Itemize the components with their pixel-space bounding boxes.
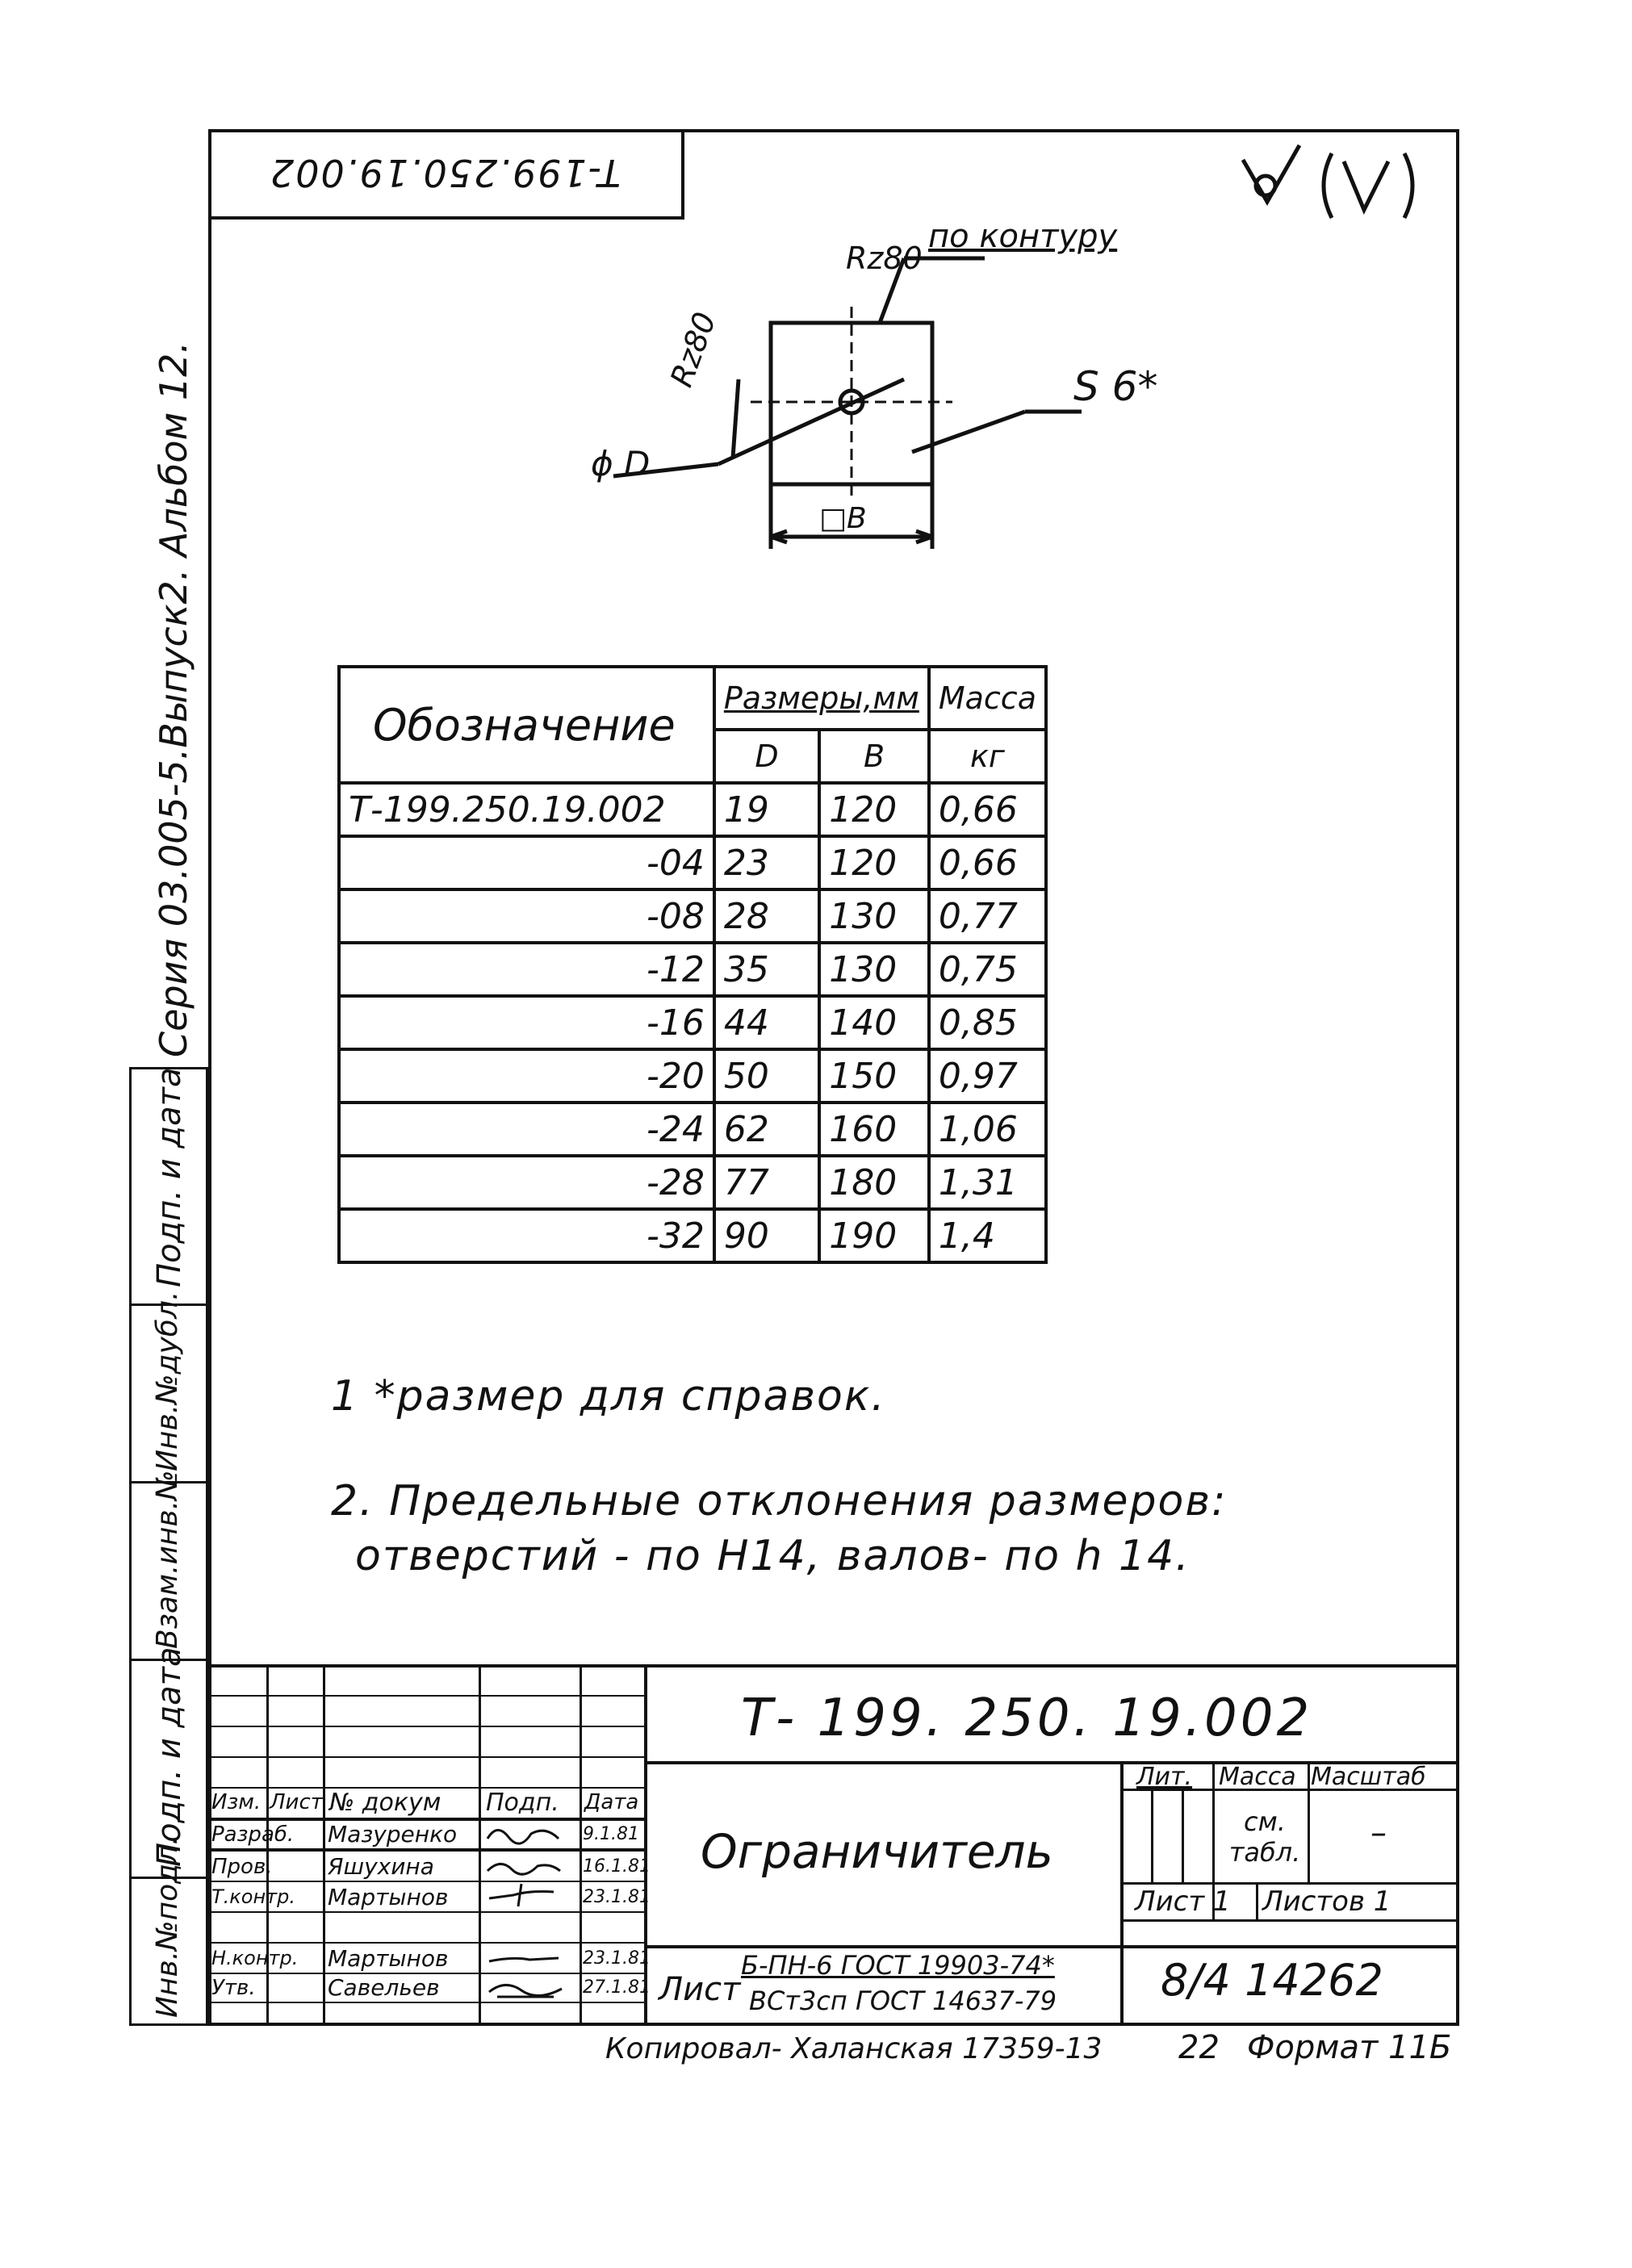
name-norm-control: Мартынов [328, 1945, 449, 1972]
row-d: 28 [714, 889, 819, 943]
name-checker: Яшухина [328, 1853, 434, 1880]
table-row [339, 889, 1046, 943]
page-number: 22 [1178, 2029, 1220, 2066]
row-d: 90 [714, 1209, 819, 1262]
side-label-sign-date-2: Подп. и дата [151, 1647, 188, 1867]
mass-value: см. табл. [1228, 1806, 1301, 1868]
header-date: Дата [584, 1790, 639, 1814]
material-prefix: Лист [659, 1971, 741, 2008]
row-b: 130 [819, 889, 929, 943]
row-mass: 0,97 [929, 1049, 1046, 1103]
signatures-column [481, 1818, 580, 2003]
header-sizes: Размеры,мм [714, 667, 929, 730]
copied-by: Копировал- Халанская 17359-13 [605, 2032, 1103, 2065]
table-row [339, 943, 1046, 996]
row-designation: -20 [339, 1049, 714, 1103]
header-kg: кг [929, 730, 1046, 783]
header-list: Лист [270, 1790, 323, 1814]
material-line-1: Б-ПН-6 ГОСТ 19903-74* [741, 1950, 1055, 1981]
note-2-line-2: отверстий - по Н14, валов- по h 14. [355, 1532, 1191, 1580]
archive-number: 8/4 14262 [1161, 1955, 1383, 2006]
row-designation: -08 [339, 889, 714, 943]
name-developer: Мазуренко [328, 1821, 458, 1847]
material-line-2: ВСт3сп ГОСТ 14637-79 [749, 1986, 1057, 2016]
table-row [339, 1209, 1046, 1262]
date-norm-control: 23.1.81 [583, 1948, 651, 1969]
side-label-replace-inv: Взам.инв.№ [151, 1470, 184, 1649]
sheets-label: Листов 1 [1262, 1885, 1391, 1918]
side-cell-3 [132, 1470, 206, 1659]
date-developer: 9.1.81 [583, 1824, 639, 1844]
row-b: 160 [819, 1103, 929, 1156]
row-mass: 0,77 [929, 889, 1046, 943]
dimensions-table [337, 665, 1048, 1264]
table-row [339, 1156, 1046, 1209]
header-izm: Изм. [211, 1790, 262, 1814]
row-mass: 1,4 [929, 1209, 1046, 1262]
row-b: 120 [819, 783, 929, 836]
name-tech-control: Мартынов [328, 1884, 449, 1910]
row-mass: 1,31 [929, 1156, 1046, 1209]
side-label-sign-date-1: Подп. и дата [151, 1067, 188, 1287]
header-d: D [714, 730, 819, 783]
row-b: 120 [819, 836, 929, 889]
roughness-left-label: Rz80 [663, 308, 723, 392]
roughness-top-label: Rz80 [846, 241, 923, 276]
series-text: Серия 03.005-5.Выпуск2. Альбом 12. [152, 341, 195, 1057]
row-d: 62 [714, 1103, 819, 1156]
thickness-label: S 6* [1073, 363, 1158, 410]
scale-label: Масштаб [1311, 1763, 1426, 1791]
row-d: 19 [714, 783, 819, 836]
side-cell-5 [132, 1835, 206, 2026]
table-row [339, 1103, 1046, 1156]
note-2-line-1: 2. Предельные отклонения размеров: [331, 1477, 1228, 1525]
row-mass: 0,85 [929, 996, 1046, 1049]
row-b: 150 [819, 1049, 929, 1103]
row-d: 23 [714, 836, 819, 889]
role-approved: Утв. [211, 1976, 256, 2000]
width-dimension-label: □B [819, 502, 867, 535]
row-mass: 0,66 [929, 836, 1046, 889]
table-row [339, 1049, 1046, 1103]
row-mass: 0,66 [929, 783, 1046, 836]
row-designation: -12 [339, 943, 714, 996]
format-label: Формат 11Б [1247, 2029, 1452, 2066]
row-designation: -32 [339, 1209, 714, 1262]
mirrored-drawing-number: T-199.250.19.002 [269, 151, 621, 195]
row-designation: -16 [339, 996, 714, 1049]
roughness-symbol-icon [1235, 137, 1429, 234]
row-designation: Т-199.250.19.002 [339, 783, 714, 836]
contour-label: по контуру [928, 218, 1118, 255]
header-sign: Подп. [486, 1789, 559, 1817]
title-block [208, 1664, 1459, 2026]
role-developer: Разраб. [211, 1822, 295, 1847]
row-d: 50 [714, 1049, 819, 1103]
header-designation: Обозначение [339, 667, 714, 783]
mass-label: Масса [1219, 1763, 1296, 1791]
document-number: Т- 199. 250. 19.002 [741, 1688, 1313, 1748]
note-1: 1 *размер для справок. [331, 1372, 886, 1421]
row-mass: 1,06 [929, 1103, 1046, 1156]
row-b: 130 [819, 943, 929, 996]
table-row [339, 783, 1046, 836]
role-norm-control: Н.контр. [211, 1947, 299, 1969]
row-d: 77 [714, 1156, 819, 1209]
header-mass: Масса [929, 667, 1046, 730]
sheet-label: Лист 1 [1135, 1885, 1231, 1918]
hole-diameter-label: ϕ D [591, 444, 651, 483]
row-d: 44 [714, 996, 819, 1049]
side-cell-1 [132, 1069, 206, 1303]
side-cell-2 [132, 1291, 206, 1481]
side-label-column [129, 1067, 208, 2026]
part-name: Ограничитель [701, 1824, 1053, 1879]
side-label-orig-inv: Инв.№подл. [151, 1835, 184, 2018]
date-approved: 27.1.81 [583, 1977, 651, 1998]
lit-label: Лит. [1136, 1763, 1193, 1791]
row-designation: -28 [339, 1156, 714, 1209]
date-checker: 16.1.81 [583, 1856, 651, 1877]
scale-value: – [1370, 1814, 1387, 1852]
name-approved: Савельев [328, 1974, 440, 2001]
mirrored-number-box [208, 129, 684, 220]
role-checker: Пров. [211, 1855, 273, 1879]
row-mass: 0,75 [929, 943, 1046, 996]
row-b: 140 [819, 996, 929, 1049]
date-tech-control: 23.1.81 [583, 1887, 651, 1907]
row-b: 180 [819, 1156, 929, 1209]
row-b: 190 [819, 1209, 929, 1262]
row-designation: -04 [339, 836, 714, 889]
role-tech-control: Т.контр. [211, 1885, 296, 1908]
header-b: В [819, 730, 929, 783]
table-row [339, 836, 1046, 889]
side-label-dup-inv: Инв.№дубл. [151, 1291, 184, 1471]
header-doc: № докум [329, 1789, 441, 1817]
row-d: 35 [714, 943, 819, 996]
row-designation: -24 [339, 1103, 714, 1156]
table-row [339, 996, 1046, 1049]
